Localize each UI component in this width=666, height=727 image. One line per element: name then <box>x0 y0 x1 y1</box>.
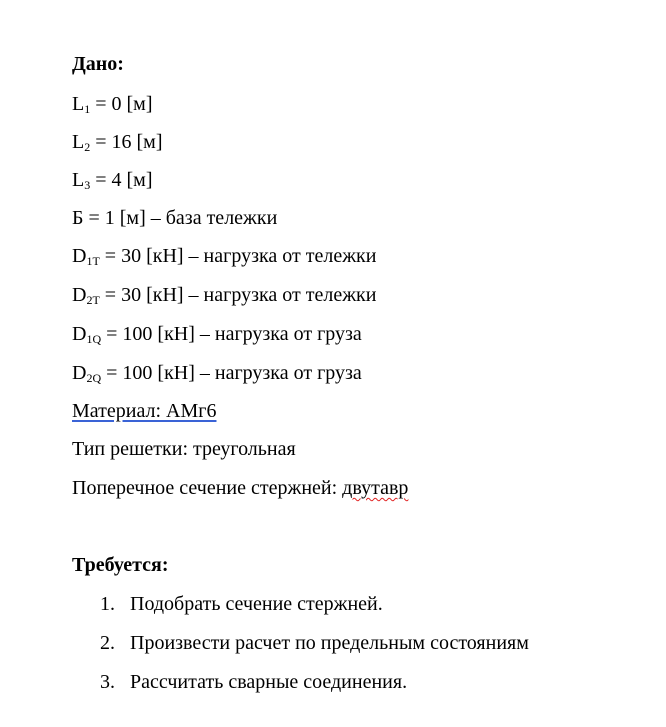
l1-subscript: 1 <box>84 102 91 116</box>
l1-value: = 0 [м] <box>90 93 153 115</box>
base-line: Б = 1 [м] – база тележки <box>72 207 278 229</box>
material-text: Материал: АМг6 <box>72 400 217 422</box>
list-item <box>100 592 383 616</box>
given-heading: Дано: <box>72 53 124 75</box>
d1q-value: = 100 [кН] – нагрузка от груза <box>101 323 362 345</box>
list-text: Рассчитать сварные соединения. <box>130 671 408 693</box>
l3-line <box>72 168 152 192</box>
l3-symbol: L <box>72 169 85 191</box>
required-heading: Требуется: <box>72 554 169 576</box>
d2t-subscript: 2T <box>86 293 100 307</box>
list-number: 2. <box>100 632 115 654</box>
d2q-symbol: D <box>72 362 87 384</box>
d1t-subscript: 1T <box>86 254 100 268</box>
l3-subscript: 3 <box>84 178 91 192</box>
d2t-symbol: D <box>72 284 87 306</box>
section-value: двутавр <box>342 477 409 499</box>
d2t-value: = 30 [кН] – нагрузка от тележки <box>99 284 377 306</box>
l2-value: = 16 [м] <box>90 131 163 153</box>
d2q-value: = 100 [кН] – нагрузка от груза <box>101 362 362 384</box>
section-line <box>72 476 408 500</box>
d1q-symbol: D <box>72 323 87 345</box>
list-item <box>100 670 407 694</box>
l2-line <box>72 130 162 154</box>
list-number: 3. <box>100 671 115 693</box>
section-label: Поперечное сечение стержней: <box>72 477 343 499</box>
list-item <box>100 631 529 655</box>
l1-symbol: L <box>72 93 85 115</box>
d1q-subscript: 1Q <box>86 332 102 346</box>
l3-value: = 4 [м] <box>90 169 153 191</box>
d2t-line <box>72 283 376 307</box>
d2q-subscript: 2Q <box>86 371 102 385</box>
l1-line <box>72 92 152 116</box>
list-number: 1. <box>100 593 115 615</box>
d2q-line <box>72 361 362 385</box>
l2-symbol: L <box>72 131 85 153</box>
material-line <box>72 399 216 423</box>
d1t-line <box>72 244 376 268</box>
d1q-line <box>72 322 362 346</box>
list-text: Произвести расчет по предельным состояниям <box>130 632 529 654</box>
lattice-line: Тип решетки: треугольная <box>72 438 296 460</box>
list-text: Подобрать сечение стержней. <box>130 593 383 615</box>
d1t-value: = 30 [кН] – нагрузка от тележки <box>99 245 377 267</box>
l2-subscript: 2 <box>84 140 91 154</box>
d1t-symbol: D <box>72 245 87 267</box>
